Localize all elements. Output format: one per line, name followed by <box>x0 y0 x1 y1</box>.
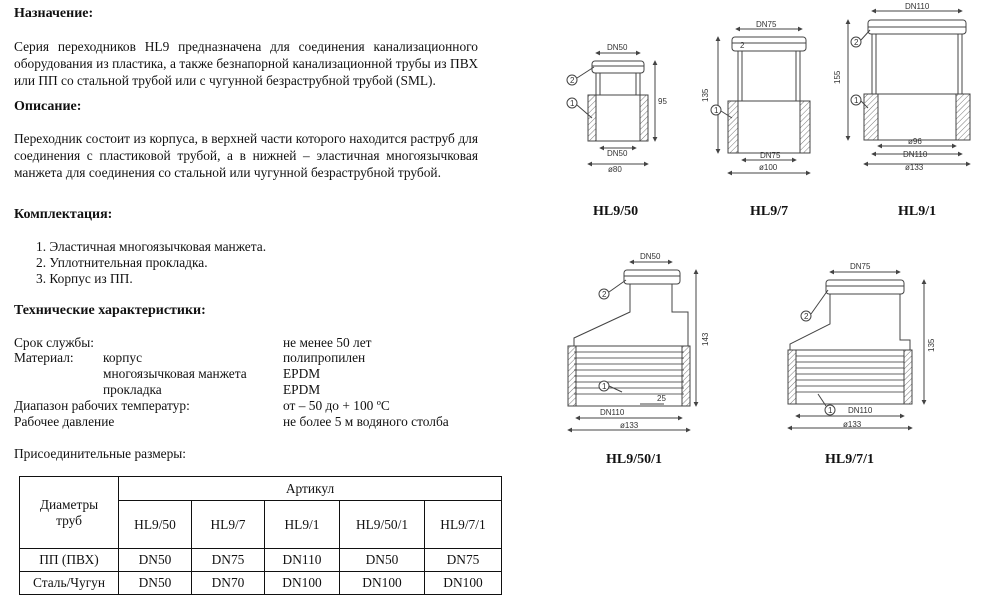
table-cell: DN75 <box>192 549 265 572</box>
caption-hl9-50: HL9/50 <box>593 204 639 219</box>
pipe-diameter-header-line1: Диаметры <box>39 496 99 512</box>
caption-hl9-7: HL9/7 <box>750 204 789 219</box>
purpose-text: Серия переходников HL9 предназначена для соединения канализационного оборудования из пластика, а также безнапорной канализационной трубы из ПВХ или ПП со стальной трубой или с чугунной безраструбной трубой (SML). <box>14 39 478 88</box>
material-label: Материал: <box>14 350 74 365</box>
hl9-7-1-bottom-dn: DN110 <box>848 406 873 415</box>
service-life-value: не менее 50 лет <box>283 335 372 350</box>
hl9-50-1-callout-1: 1 <box>602 382 607 391</box>
temp-value: от – 50 до + 100 ºС <box>283 398 390 413</box>
gasket-label: прокладка <box>103 382 162 397</box>
body-value: полипропилен <box>283 350 366 365</box>
hl9-7-diameter: ø100 <box>759 163 778 172</box>
hl9-50-1-callout-2: 2 <box>602 290 607 299</box>
hl9-1-callout-2: 2 <box>854 38 859 47</box>
hl9-7-1-height: 135 <box>927 338 936 352</box>
hl9-1-top-dn: DN110 <box>905 2 930 11</box>
table-cell: DN70 <box>192 572 265 595</box>
hl9-50-1-top-dn: DN50 <box>640 252 661 261</box>
row-label: ПП (ПВХ) <box>20 549 119 572</box>
pressure-label: Рабочее давление <box>14 414 115 429</box>
cuff-label: многоязычковая манжета <box>103 366 247 381</box>
drawing-hl9-7-1 <box>788 272 924 428</box>
temp-label: Диапазон рабочих температур: <box>14 398 190 413</box>
caption-hl9-7-1: HL9/7/1 <box>825 452 875 467</box>
kit-item-2: 2. Уплотнительная прокладка. <box>36 255 208 270</box>
article-cell: HL9/7 <box>192 501 265 549</box>
purpose-heading: Назначение: <box>14 6 94 21</box>
hl9-7-callout-2: 2 <box>740 41 745 50</box>
hl9-50-diameter: ø80 <box>608 165 622 174</box>
body-label: корпус <box>103 350 143 365</box>
kit-item-3: 3. Корпус из ПП. <box>36 271 133 286</box>
article-cell: HL9/50/1 <box>340 501 425 549</box>
hl9-7-height: 135 <box>701 88 710 102</box>
hl9-1-bottom-dn: DN110 <box>903 150 928 159</box>
table-cell: DN110 <box>265 549 340 572</box>
hl9-1-callout-1: 1 <box>854 96 859 105</box>
pipe-diameter-header-line2: труб <box>56 512 82 528</box>
cuff-value: EPDM <box>283 366 321 381</box>
hl9-7-callout-1: 1 <box>714 106 719 115</box>
description-heading: Описание: <box>14 99 82 114</box>
table-cell: DN75 <box>425 549 502 572</box>
table-cell: DN50 <box>119 549 192 572</box>
table-cell: DN50 <box>340 549 425 572</box>
hl9-50-1-offset: 25 <box>657 394 666 403</box>
hl9-50-1-height: 143 <box>701 332 710 346</box>
hl9-1-height: 155 <box>833 70 842 84</box>
gasket-value: EPDM <box>283 382 321 397</box>
article-cell: HL9/7/1 <box>425 501 502 549</box>
caption-hl9-50-1: HL9/50/1 <box>606 452 663 467</box>
table-cell: DN50 <box>119 572 192 595</box>
service-life-label: Срок службы: <box>14 335 94 350</box>
specs-heading: Технические характеристики: <box>14 303 206 318</box>
drawing-hl9-50 <box>567 53 655 164</box>
caption-hl9-1: HL9/1 <box>898 204 937 219</box>
hl9-50-bottom-dn: DN50 <box>607 149 628 158</box>
hl9-7-top-dn: DN75 <box>756 20 777 29</box>
pressure-value: не более 5 м водяного столба <box>283 414 449 429</box>
hl9-50-1-diameter: ø133 <box>620 421 639 430</box>
hl9-7-1-callout-1: 1 <box>828 406 833 415</box>
hl9-7-1-callout-2: 2 <box>804 312 809 321</box>
article-cell: HL9/50 <box>119 501 192 549</box>
kit-item-1: 1. Эластичная многоязычковая манжета. <box>36 239 267 254</box>
hl9-50-callout-2: 2 <box>570 76 575 85</box>
hl9-50-callout-1: 1 <box>570 99 575 108</box>
hl9-50-1-bottom-dn: DN110 <box>600 408 625 417</box>
table-cell: DN100 <box>425 572 502 595</box>
row-label: Сталь/Чугун <box>20 572 119 595</box>
drawing-hl9-50-1 <box>568 262 696 430</box>
hl9-7-bottom-dn: DN75 <box>760 151 781 160</box>
hl9-50-top-dn: DN50 <box>607 43 628 52</box>
table-cell: DN100 <box>340 572 425 595</box>
hl9-50-height: 95 <box>658 97 667 106</box>
hl9-1-inner: ø96 <box>908 137 922 146</box>
connection-heading: Присоединительные размеры: <box>14 446 187 461</box>
hl9-1-diameter: ø133 <box>905 163 924 172</box>
kit-heading: Комплектация: <box>14 207 113 222</box>
table-cell: DN100 <box>265 572 340 595</box>
hl9-7-1-top-dn: DN75 <box>850 262 871 271</box>
hl9-7-1-diameter: ø133 <box>843 420 862 429</box>
article-cell: HL9/1 <box>265 501 340 549</box>
article-header: Артикул <box>119 477 502 501</box>
description-text: Переходник состоит из корпуса, в верхней части которого находится раструб для соединения с пластиковой трубой, а в нижней – эластичная многоязычковая манжета для соединения со стальной или чугунной безраструбной трубой. <box>14 131 478 180</box>
